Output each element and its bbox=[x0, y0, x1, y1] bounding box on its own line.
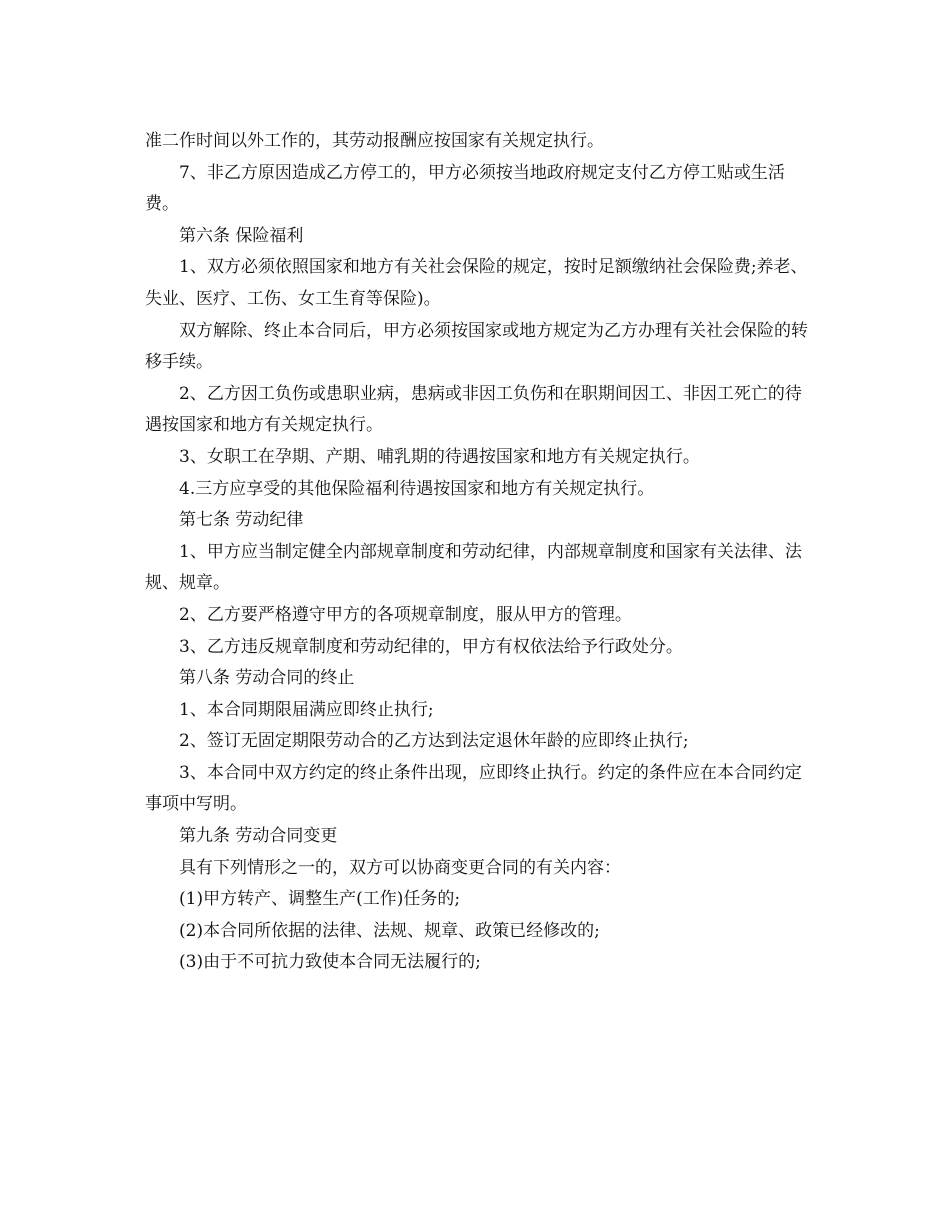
paragraph-15: 2、签订无固定期限劳动合的乙方达到法定退休年龄的应即终止执行; bbox=[179, 731, 689, 752]
paragraph-8: 4.三方应享受的其他保险福利待遇按国家和地方有关规定执行。 bbox=[179, 478, 655, 499]
paragraph-7: 3、女职工在孕期、产期、哺乳期的待遇按国家和地方有关规定执行。 bbox=[179, 446, 700, 467]
paragraph-16: 3、本合同中双方约定的终止条件出现，应即终止执行。约定的条件应在本合同约定事项中写明。 bbox=[145, 762, 802, 815]
paragraph-19: (1)甲方转产、调整生产(工作)任务的; bbox=[179, 889, 461, 910]
document-body bbox=[145, 126, 810, 979]
paragraph-11: 2、乙方要严格遵守甲方的各项规章制度，服从甲方的管理。 bbox=[179, 604, 632, 625]
section-heading-8: 第八条 劳动合同的终止 bbox=[179, 668, 355, 689]
paragraph-12: 3、乙方违反规章制度和劳动纪律的，甲方有权依法给予行政处分。 bbox=[179, 636, 683, 657]
section-heading-9: 第九条 劳动合同变更 bbox=[179, 826, 338, 847]
paragraph-2: 7、非乙方原因造成乙方停工的，甲方必须按当地政府规定支付乙方停工贴或生活费。 bbox=[145, 162, 785, 215]
paragraph-21: (3)由于不可抗力致使本合同无法履行的; bbox=[179, 952, 481, 973]
section-heading-6: 第六条 保险福利 bbox=[179, 225, 304, 246]
paragraph-6: 2、乙方因工负伤或患职业病，患病或非因工负伤和在职期间因工、非因工死亡的待遇按国家和地方有关规定执行。 bbox=[145, 383, 802, 436]
paragraph-5: 双方解除、终止本合同后，甲方必须按国家或地方规定为乙方办理有关社会保险的转移手续。 bbox=[145, 320, 808, 373]
paragraph-14: 1、本合同期限届满应即终止执行; bbox=[179, 699, 434, 720]
paragraph-20: (2)本合同所依据的法律、法规、规章、政策已经修改的; bbox=[179, 920, 600, 941]
paragraph-10: 1、甲方应当制定健全内部规章制度和劳动纪律，内部规章制度和国家有关法律、法规、规章。 bbox=[145, 541, 802, 594]
paragraph-1: 准二作时间以外工作的，其劳动报酬应按国家有关规定执行。 bbox=[145, 131, 604, 151]
paragraph-18: 具有下列情形之一的，双方可以协商变更合同的有关内容： bbox=[179, 857, 621, 878]
section-heading-7: 第七条 劳动纪律 bbox=[179, 510, 304, 531]
paragraph-4: 1、双方必须依照国家和地方有关社会保险的规定，按时足额缴纳社会保险费;养老、失业、医疗、工伤、女工生育等保险)。 bbox=[145, 257, 808, 309]
